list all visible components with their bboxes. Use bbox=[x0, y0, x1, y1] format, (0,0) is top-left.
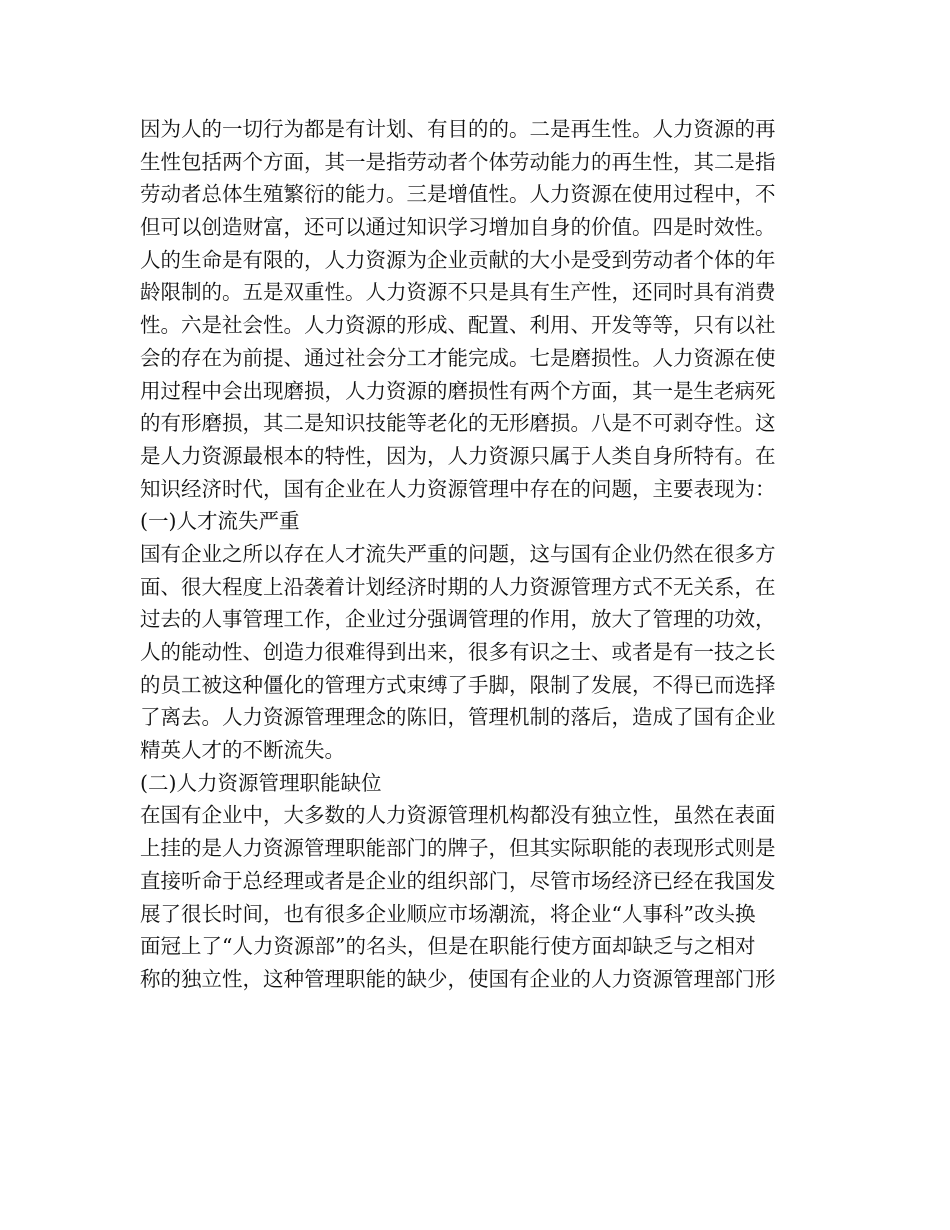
text-line: 人的能动性、创造力很难得到出来，很多有识之士、或者是有一技之长 bbox=[140, 640, 776, 664]
text-line: 会的存在为前提、通过社会分工才能完成。七是磨损性。人力资源在使 bbox=[140, 345, 776, 370]
text-line: 了离去。人力资源管理理念的陈旧，管理机制的落后，造成了国有企业 bbox=[140, 705, 776, 730]
text-line: 生性包括两个方面，其一是指劳动者个体劳动能力的再生性，其二是指 bbox=[140, 149, 776, 174]
text-line: 上挂的是人力资源管理职能部门的牌子，但其实际职能的表现形式则是 bbox=[140, 836, 776, 861]
text-line: 的有形磨损，其二是知识技能等老化的无形磨损。八是不可剥夺性。这 bbox=[140, 411, 776, 436]
section-heading: (二)人力资源管理职能缺位 bbox=[140, 770, 382, 795]
text-line: 国有企业之所以存在人才流失严重的问题，这与国有企业仍然在很多方 bbox=[140, 541, 776, 566]
text-line: 精英人才的不断流失。 bbox=[140, 738, 345, 763]
body-text bbox=[140, 113, 820, 996]
text-line: 面冠上了“人力资源部”的名头，但是在职能行使方面却缺乏与之相对 bbox=[140, 934, 756, 959]
text-line: 直接听命于总经理或者是企业的组织部门，尽管市场经济已经在我国发 bbox=[140, 868, 776, 893]
text-line: 是人力资源最根本的特性，因为，人力资源只属于人类自身所特有。在 bbox=[140, 443, 776, 468]
text-line: 因为人的一切行为都是有计划、有目的的。二是再生性。人力资源的再 bbox=[140, 117, 776, 141]
text-line: 龄限制的。五是双重性。人力资源不只是具有生产性，还同时具有消费 bbox=[140, 280, 776, 305]
text-line: 在国有企业中，大多数的人力资源管理机构都没有独立性，虽然在表面 bbox=[140, 803, 776, 828]
text-line: 用过程中会出现磨损，人力资源的磨损性有两个方面，其一是生老病死 bbox=[140, 378, 776, 403]
text-line: 但可以创造财富，还可以通过知识学习增加自身的价值。四是时效性。 bbox=[140, 215, 776, 240]
text-line: 性。六是社会性。人力资源的形成、配置、利用、开发等等，只有以社 bbox=[140, 313, 776, 338]
text-line: 的员工被这种僵化的管理方式束缚了手脚，限制了发展，不得已而选择 bbox=[140, 672, 776, 697]
text-line: 称的独立性，这种管理职能的缺少，使国有企业的人力资源管理部门形 bbox=[140, 966, 776, 991]
text-line: 展了很长时间，也有很多企业顺应市场潮流，将企业“人事科”改头换 bbox=[140, 901, 756, 926]
text-line: 过去的人事管理工作，企业过分强调管理的作用，放大了管理的功效， bbox=[140, 607, 776, 632]
section-heading: (一)人才流失严重 bbox=[140, 509, 300, 534]
text-line: 知识经济时代，国有企业在人力资源管理中存在的问题，主要表现为： bbox=[140, 476, 776, 501]
text-line: 劳动者总体生殖繁衍的能力。三是增值性。人力资源在使用过程中，不 bbox=[140, 182, 776, 207]
text-line: 面、很大程度上沿袭着计划经济时期的人力资源管理方式不无关系，在 bbox=[140, 574, 776, 599]
text-line: 人的生命是有限的，人力资源为企业贡献的大小是受到劳动者个体的年 bbox=[140, 247, 776, 272]
